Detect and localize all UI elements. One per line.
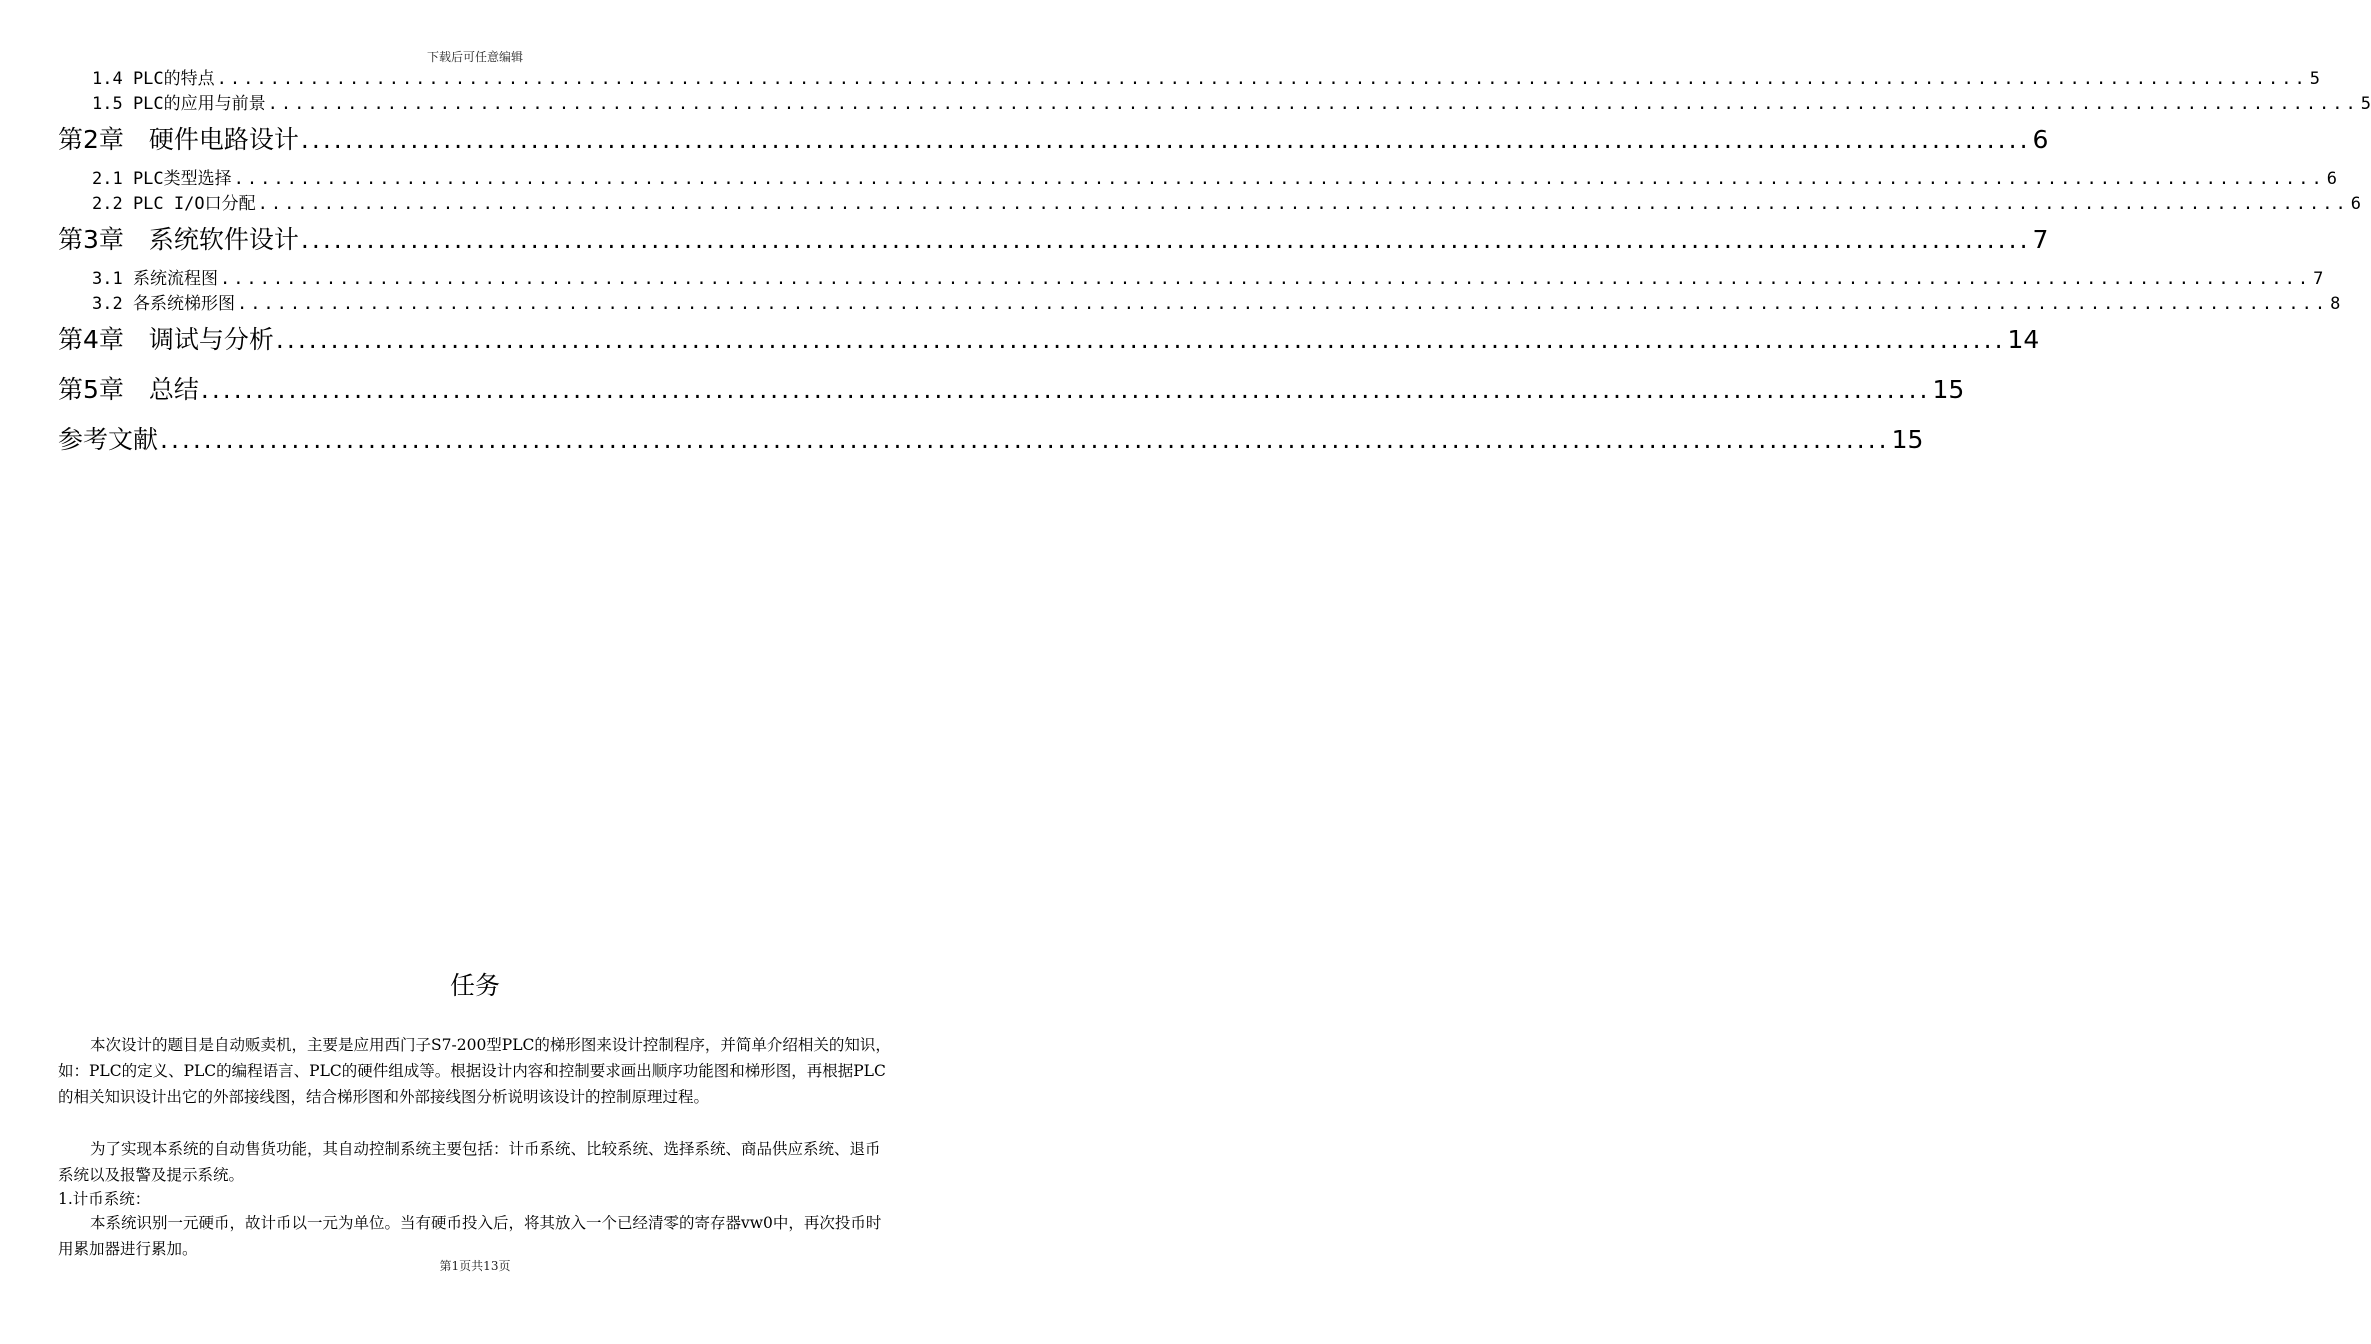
toc-entry-page: 6 (2032, 125, 2049, 154)
toc-entry-page: 6 (2326, 169, 2338, 189)
toc-entry-page: 6 (2350, 194, 2361, 214)
toc-entry-page: 15 (1891, 425, 1924, 454)
toc-leader-dots: .............................................................................................................................................................. (216, 69, 2308, 89)
toc-entry-title: 第5章 总结 (58, 375, 199, 404)
toc-leader-dots: .............................................................................................................................................................. (160, 425, 1890, 454)
body-paragraph-1: 本次设计的题目是自动贩卖机，主要是应用西门子S7-200型PLC的梯形图来设计控制程序，并简单介绍相关的知识，如：PLC的定义、PLC的编程语言、PLC的硬件组成等。根据设计内容和控制要求画出顺序功能图和梯形图，再根据PLC的相关知识设计出它的外部接线图，结合梯形图和外部接线图分析说明该设计的控制原理过程。 (58, 1036, 891, 1106)
toc-entry-title: 3.2 各系统梯形图 (92, 294, 235, 314)
toc-entry-title: 第3章 系统软件设计 (58, 225, 299, 254)
toc-entry-page: 14 (2007, 325, 2040, 354)
toc-entry-title: 3.1 系统流程图 (92, 269, 218, 289)
toc-entry-title: 2.1 PLC类型选择 (92, 169, 232, 189)
toc-entry-3-1[interactable] (92, 264, 2324, 289)
toc-entry-page: 5 (2360, 94, 2371, 114)
section-heading: 任务 (449, 971, 500, 1000)
toc-leader-dots: .............................................................................................................................................................. (233, 169, 2325, 189)
toc-entry-chapter-5[interactable] (58, 370, 1965, 406)
toc-entry-chapter-3[interactable] (58, 220, 2049, 256)
toc-entry-title: 参考文献 (58, 425, 159, 454)
subsection-heading: 1.计币系统： (58, 1190, 151, 1208)
toc-entry-page: 8 (2330, 294, 2341, 314)
toc-leader-dots: .............................................................................................................................................................. (219, 269, 2312, 289)
toc-entry-chapter-4[interactable] (58, 320, 2040, 356)
toc-entry-page: 7 (2032, 225, 2049, 254)
toc-entry-2-2[interactable] (92, 189, 2361, 214)
toc-entry-1-5[interactable] (92, 89, 2371, 114)
toc-entry-title: 1.5 PLC的应用与前景 (92, 94, 266, 114)
toc-entry-page: 5 (2309, 69, 2321, 89)
toc-leader-dots: .............................................................................................................................................................. (257, 194, 2349, 214)
toc-entry-page: 15 (1932, 375, 1965, 404)
toc-entry-chapter-2[interactable] (58, 120, 2049, 156)
toc-entry-page: 7 (2313, 269, 2324, 289)
page-footer: 第1页共13页 (439, 1259, 511, 1273)
toc-entry-title: 2.2 PLC I/O口分配 (92, 194, 256, 214)
page-header: 下载后可任意编辑 (426, 50, 523, 64)
toc-leader-dots: .............................................................................................................................................................. (275, 325, 2006, 354)
toc-entry-title: 1.4 PLC的特点 (92, 69, 215, 89)
toc-entry-3-2[interactable] (92, 289, 2341, 314)
toc-leader-dots: .............................................................................................................................................................. (300, 225, 2031, 254)
toc-leader-dots: .............................................................................................................................................................. (200, 375, 1931, 404)
toc-entry-title: 第4章 调试与分析 (58, 325, 274, 354)
toc-entry-1-4[interactable] (92, 64, 2321, 89)
toc-leader-dots: .............................................................................................................................................................. (236, 294, 2329, 314)
toc-entry-references[interactable] (58, 420, 1924, 456)
toc-leader-dots: .............................................................................................................................................................. (267, 94, 2359, 114)
body-paragraph-3: 本系统识别一元硬币，故计币以一元为单位。当有硬币投入后，将其放入一个已经清零的寄存器vw0中，再次投币时用累加器进行累加。 (58, 1214, 882, 1258)
toc-entry-2-1[interactable] (92, 164, 2338, 189)
toc-leader-dots: .............................................................................................................................................................. (300, 125, 2031, 154)
body-paragraph-2: 为了实现本系统的自动售货功能，其自动控制系统主要包括：计币系统、比较系统、选择系统、商品供应系统、退币系统以及报警及提示系统。 (58, 1140, 881, 1184)
toc-entry-title: 第2章 硬件电路设计 (58, 125, 299, 154)
